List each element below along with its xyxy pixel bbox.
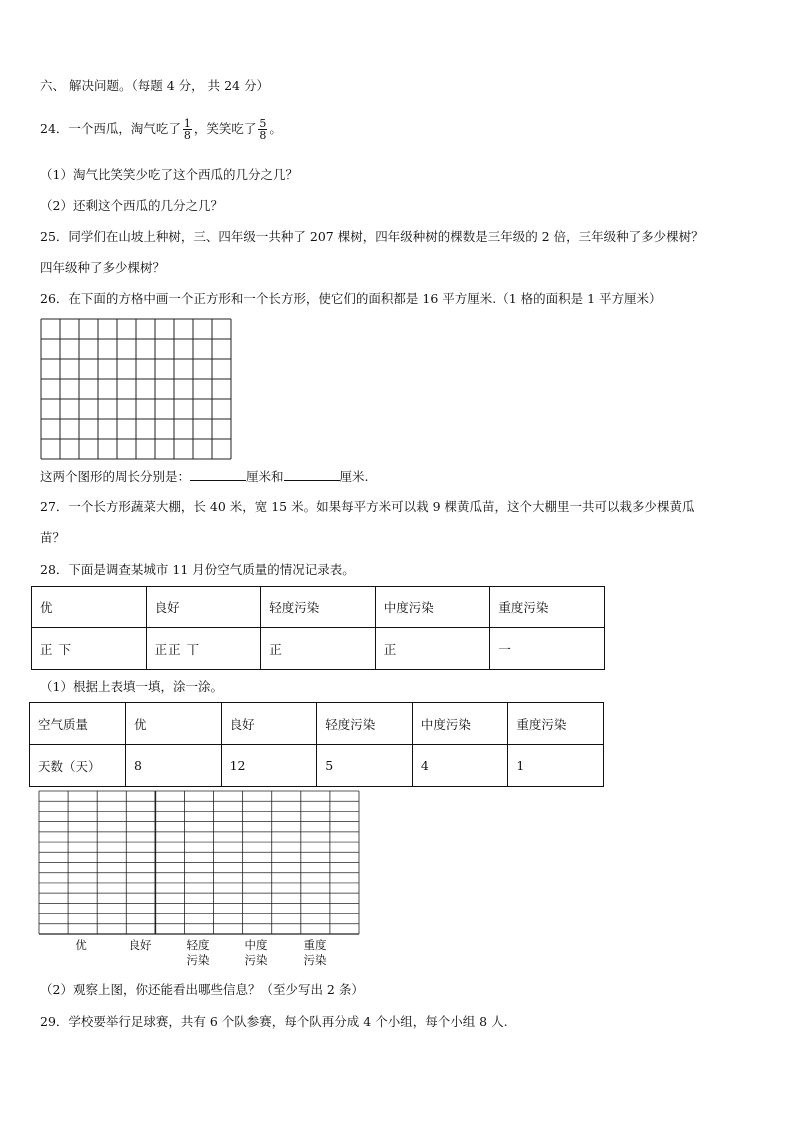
count-table-row-days [30, 745, 604, 787]
perimeter-unit-2: 厘米. [339, 469, 369, 484]
tally-marks-cell: 正正 丅 [146, 628, 261, 670]
fraction-numerator: 5 [259, 117, 267, 130]
count-cell: 轻度污染 [317, 703, 413, 745]
q24-subquestion-1: （1）淘气比笑笑少吃了这个西瓜的几分之几？ [40, 167, 298, 182]
tally-table [31, 586, 605, 670]
tally-header-cell: 重度污染 [490, 587, 605, 628]
tally-header-cell: 优 [32, 587, 147, 628]
question-27-line-2: 苗？ [40, 530, 66, 545]
count-cell: 空气质量 [30, 703, 126, 745]
tally-header-cell: 中度污染 [375, 587, 490, 628]
question-26: 26．在下面的方格中画一个正方形和一个长方形，使它们的面积都是 16 平方厘米.（1 格的面积是 1 平方厘米） [40, 291, 662, 306]
x-label-line: 良好 [128, 938, 152, 952]
fraction-denominator: 8 [183, 129, 191, 142]
x-label-light-pollution [178, 938, 218, 968]
perimeter-answer-line [40, 468, 369, 485]
drawing-grid[interactable] [40, 318, 232, 460]
question-29: 29．学校要举行足球赛，共有 6 个队参赛，每个队再分成 4 个小组，每个小组 8 人. [40, 1014, 508, 1029]
fraction-numerator: 1 [183, 117, 191, 130]
tally-table-header-row [32, 587, 605, 628]
tally-marks-cell: 正 [261, 628, 376, 670]
x-label-line: 中度 [244, 938, 268, 952]
q28-subquestion-2: （2）观察上图，你还能看出哪些信息？（至少写出 2 条） [40, 982, 364, 997]
answer-blank-2[interactable] [284, 468, 340, 481]
count-cell: 1 [508, 745, 604, 787]
tally-marks-cell: 正 [375, 628, 490, 670]
x-label-line: 重度 [303, 938, 327, 952]
question-27-line-1: 27．一个长方形蔬菜大棚，长 40 米，宽 15 米。如果每平方米可以栽 9 棵黄瓜苗，这个大棚里一共可以栽多少棵黄瓜 [40, 499, 695, 514]
count-cell: 天数（天） [30, 745, 126, 787]
count-cell: 5 [317, 745, 413, 787]
answer-blank-1[interactable] [190, 468, 246, 481]
fraction-five-eighths [258, 118, 267, 141]
fraction-denominator: 8 [259, 129, 267, 142]
count-cell: 重度污染 [508, 703, 604, 745]
perimeter-prefix: 这两个图形的周长分别是： [40, 469, 191, 484]
perimeter-unit-1: 厘米和 [246, 469, 284, 484]
q24-subquestion-2: （2）还剩这个西瓜的几分之几？ [40, 198, 223, 213]
question-28: 28．下面是调查某城市 11 月份空气质量的情况记录表。 [40, 562, 355, 577]
x-label-heavy-pollution [295, 938, 335, 968]
tally-header-cell: 轻度污染 [261, 587, 376, 628]
tally-header-cell: 良好 [146, 587, 261, 628]
x-label-good [120, 938, 160, 953]
x-label-line: 污染 [186, 953, 210, 967]
tally-marks-cell: 一 [490, 628, 605, 670]
q24-prefix: 24．一个西瓜，淘气吃了 [40, 121, 181, 136]
q24-middle: ，笑笑吃了 [193, 121, 257, 136]
x-label-moderate-pollution [236, 938, 276, 968]
fraction-one-eighth [183, 118, 192, 141]
count-table-row-quality [30, 703, 604, 745]
x-label-line: 轻度 [186, 938, 210, 952]
count-cell: 中度污染 [412, 703, 508, 745]
count-cell: 12 [221, 745, 317, 787]
question-25-line-1: 25．同学们在山坡上种树，三、四年级一共种了 207 棵树，四年级种树的棵数是三年级的 2 倍，三年级种了多少棵树？ [40, 229, 704, 244]
count-cell: 4 [412, 745, 508, 787]
x-label-line: 污染 [244, 953, 268, 967]
tally-marks-cell: 正 下 [32, 628, 147, 670]
question-24 [40, 118, 282, 141]
question-25-line-2: 四年级种了多少棵树？ [40, 260, 166, 275]
x-label-line: 优 [75, 938, 87, 952]
section-heading: 六、 解决问题。（每题 4 分， 共 24 分） [40, 78, 269, 93]
q24-suffix: 。 [269, 121, 282, 136]
q28-subquestion-1: （1）根据上表填一填，涂一涂。 [40, 679, 223, 694]
count-cell: 良好 [221, 703, 317, 745]
x-label-line: 污染 [303, 953, 327, 967]
tally-table-mark-row [32, 628, 605, 670]
count-cell: 优 [126, 703, 222, 745]
count-cell: 8 [126, 745, 222, 787]
x-label-excellent [61, 938, 101, 953]
count-table [29, 702, 604, 787]
bar-chart-grid[interactable] [38, 790, 360, 935]
